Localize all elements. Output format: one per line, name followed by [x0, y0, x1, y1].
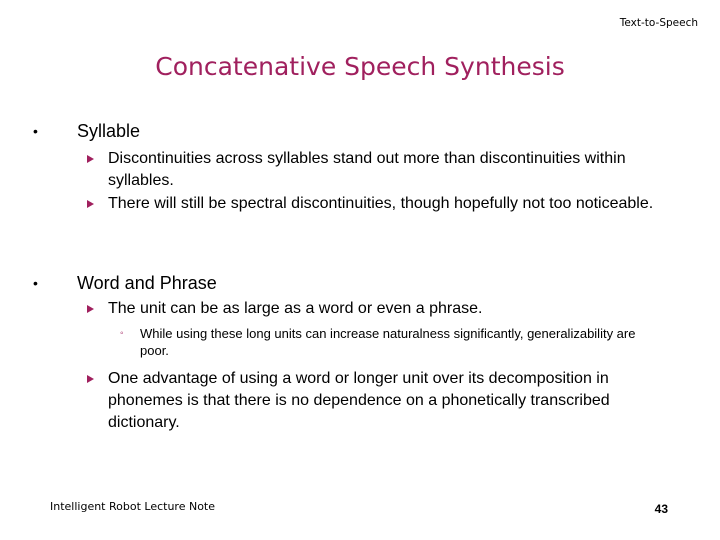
- bullet-icon: •: [33, 275, 38, 291]
- point-item: [87, 298, 677, 320]
- point-text: One advantage of using a word or longer unit over its decomposition in phonemes is that there is no dependence on a phonetically transcribed dictionary.: [108, 370, 610, 431]
- arrow-bullet-icon: [87, 155, 94, 163]
- section-label: Syllable: [77, 121, 141, 141]
- subpoint-item: [120, 325, 660, 359]
- circle-bullet-icon: ◦: [120, 328, 124, 339]
- point-item: [87, 368, 677, 434]
- arrow-bullet-icon: [87, 305, 94, 313]
- point-text: There will still be spectral discontinuities, though hopefully not too noticeable.: [108, 195, 654, 212]
- page-number: 43: [654, 502, 668, 516]
- arrow-bullet-icon: [87, 200, 94, 208]
- point-text: The unit can be as large as a word or even a phrase.: [108, 300, 483, 317]
- header-course-title: Text-to-Speech: [619, 17, 698, 29]
- footer-note: Intelligent Robot Lecture Note: [50, 500, 216, 513]
- arrow-bullet-icon: [87, 375, 94, 383]
- point-item: [87, 193, 677, 215]
- subpoint-text: While using these long units can increase naturalness significantly, generalizability are poor.: [140, 326, 636, 358]
- bullet-icon: •: [33, 123, 38, 139]
- section-label: Word and Phrase: [77, 273, 217, 293]
- point-text: Discontinuities across syllables stand out more than discontinuities within syllables.: [108, 150, 626, 189]
- slide-title: Concatenative Speech Synthesis: [155, 52, 565, 81]
- point-item: [87, 148, 677, 192]
